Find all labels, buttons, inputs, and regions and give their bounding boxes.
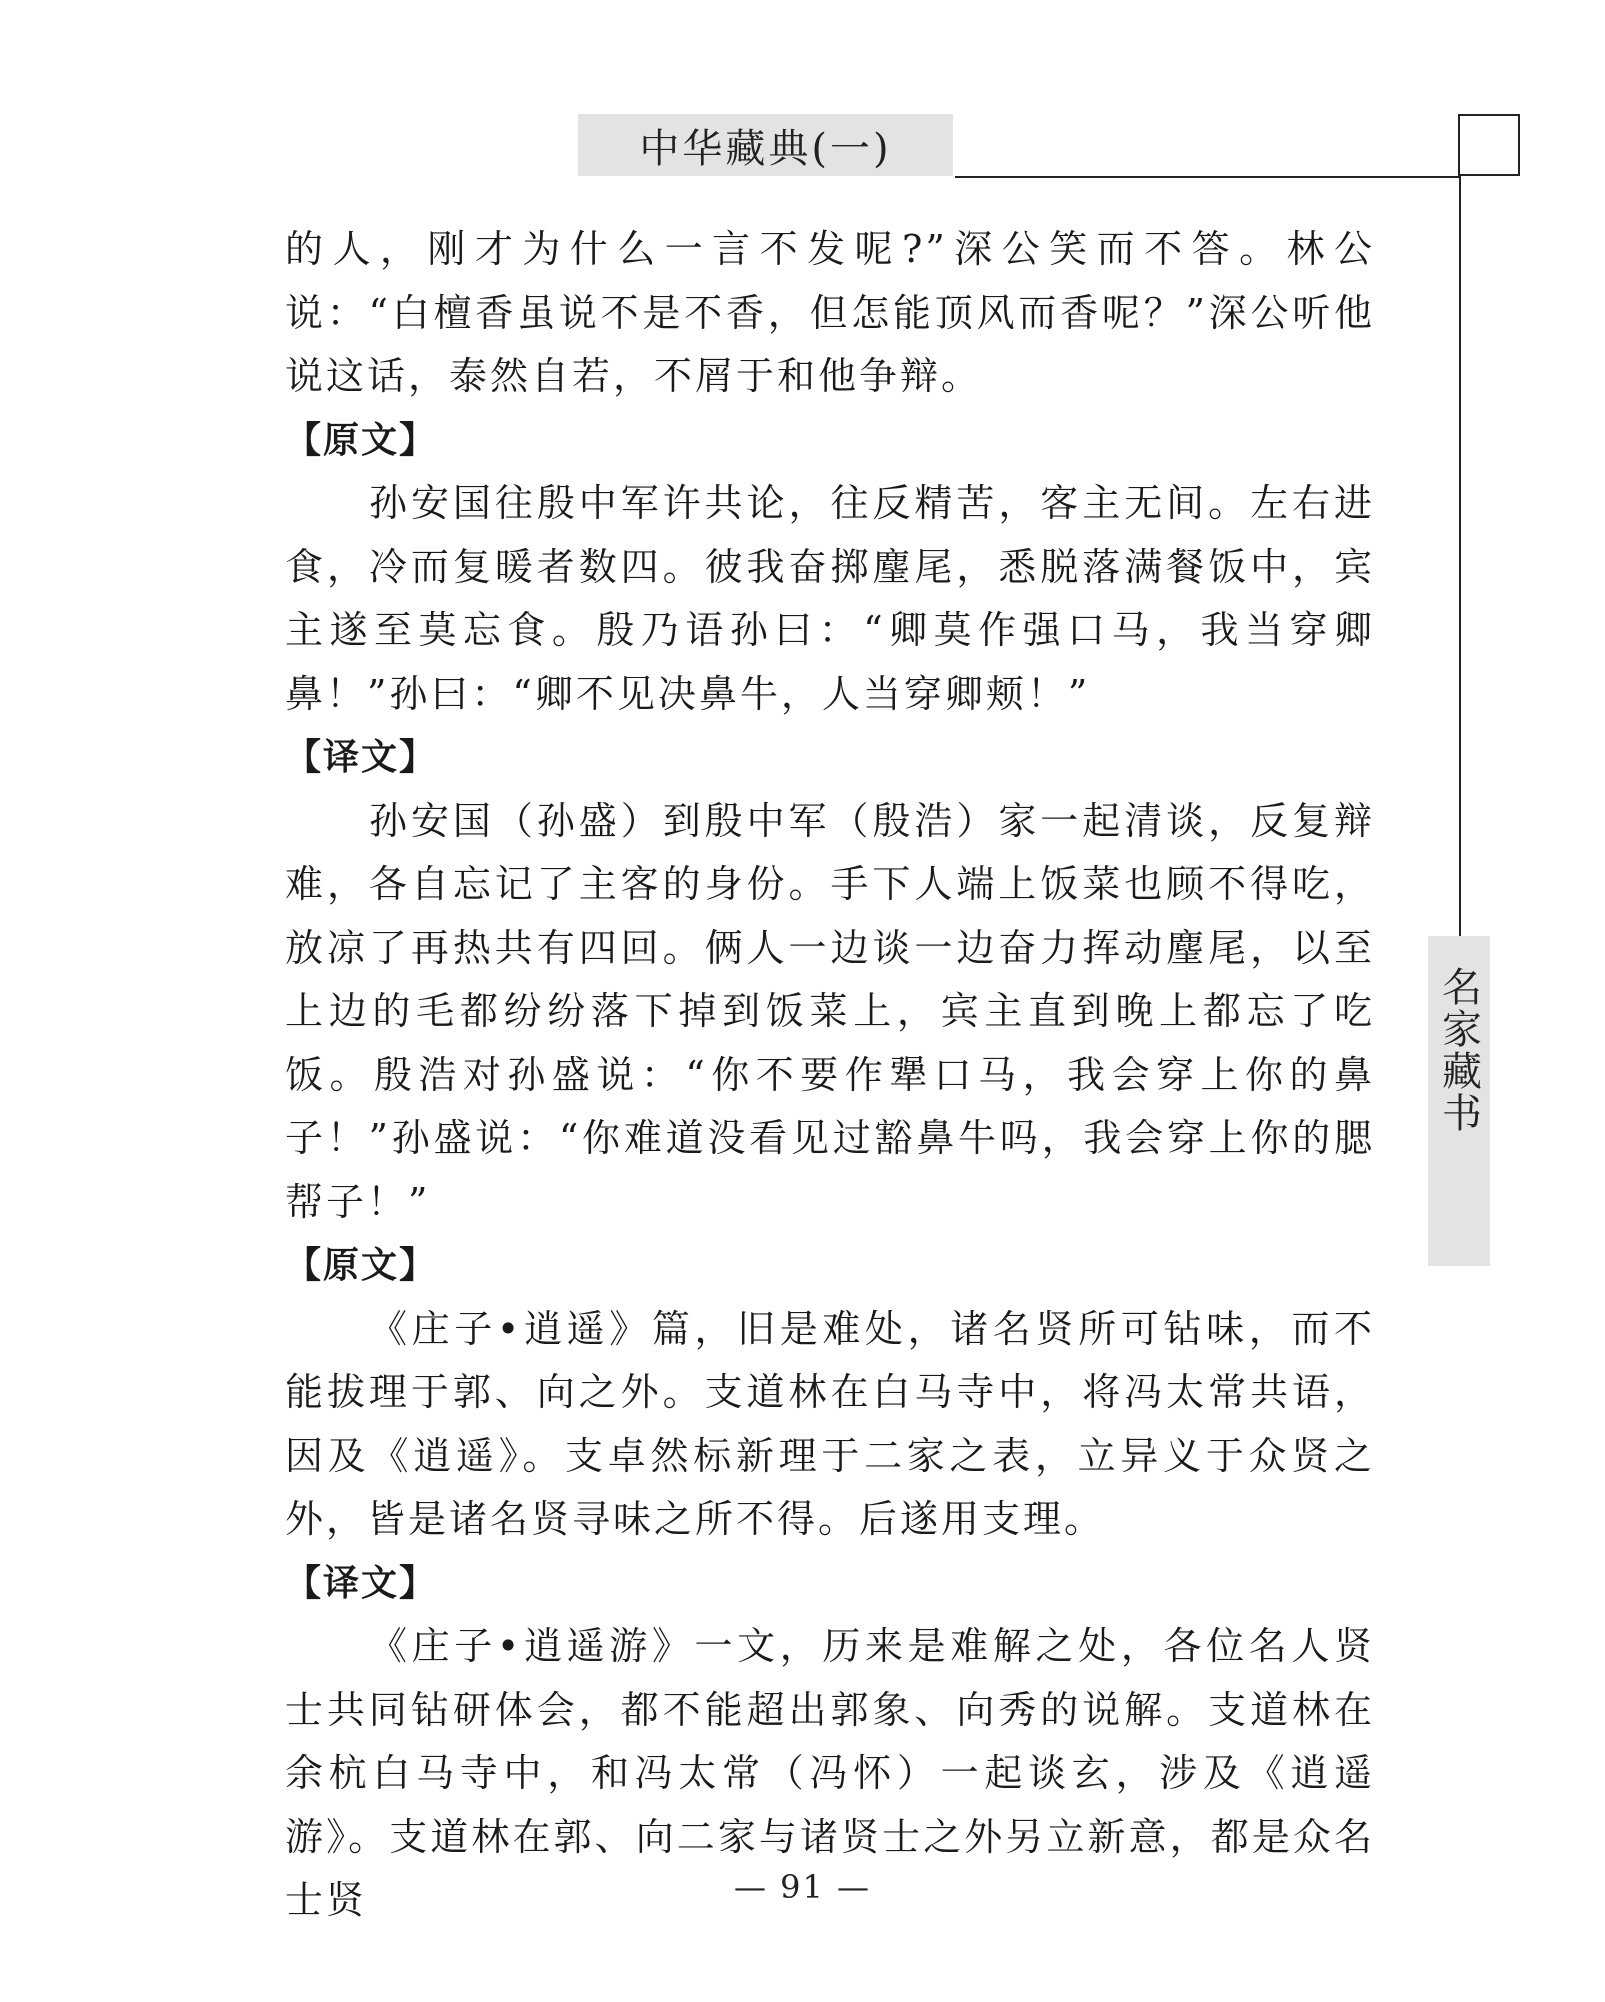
- section-label-original: 【原文】: [285, 419, 438, 461]
- page-body: [285, 218, 1375, 1933]
- section-label-translation: 【译文】: [285, 1562, 438, 1604]
- paragraph: 《庄子•逍遥游》一文，历来是难解之处，各位名人贤士共同钻研体会，都不能超出郭象、向秀的说解。支道林在余杭白马寺中，和冯太常（冯怀）一起谈玄，涉及《逍遥游》。支道林在郭、向二家与诸贤士之外另立新意，都是众名士贤: [285, 1624, 1375, 1922]
- side-tab: [1428, 936, 1490, 1266]
- running-header: [578, 114, 953, 176]
- corner-frame: [1458, 114, 1520, 176]
- side-tab-label: 名家藏书: [1435, 966, 1482, 1134]
- header-rule: [955, 176, 1460, 178]
- paragraph: 《庄子•逍遥》篇，旧是难处，诸名贤所可钻味，而不能拔理于郭、向之外。支道林在白马寺中，将冯太常共语，因及《逍遥》。支卓然标新理于二家之表，立异义于众贤之外，皆是诸名贤寻味之所不得。后遂用支理。: [285, 1306, 1375, 1541]
- page-number: — 91 —: [733, 1868, 872, 1906]
- book-title: 中华藏典(一): [639, 125, 892, 172]
- paragraph: 的人，刚才为什么一言不发呢?”深公笑而不答。林公说：“白檀香虽说不是不香，但怎能顶风而香呢？”深公听他说这话，泰然自若，不屑于和他争辩。: [285, 227, 1375, 398]
- section-label-translation: 【译文】: [285, 737, 438, 778]
- section-label-original: 【原文】: [285, 1245, 438, 1286]
- paragraph: 孙安国往殷中军许共论，往反精苦，客主无间。左右进食，冷而复暖者数四。彼我奋掷麈尾，悉脱落满餐饭中，宾主遂至莫忘食。殷乃语孙曰：“卿莫作强口马，我当穿卿鼻！”孙曰：“卿不见决鼻牛，人当穿卿颊！”: [285, 481, 1375, 716]
- margin-rule: [1459, 176, 1461, 936]
- paragraph: 孙安国（孙盛）到殷中军（殷浩）家一起清谈，反复辩难，各自忘记了主客的身份。手下人端上饭菜也顾不得吃，放凉了再热共有四回。俩人一边谈一边奋力挥动麈尾，以至上边的毛都纷纷落下掉到饭菜上，宾主直到晚上都忘了吃饭。殷浩对孙盛说：“你不要作犟口马，我会穿上你的鼻子！”孙盛说：“你难道没看见过豁鼻牛吗，我会穿上你的腮帮子！”: [285, 798, 1375, 1224]
